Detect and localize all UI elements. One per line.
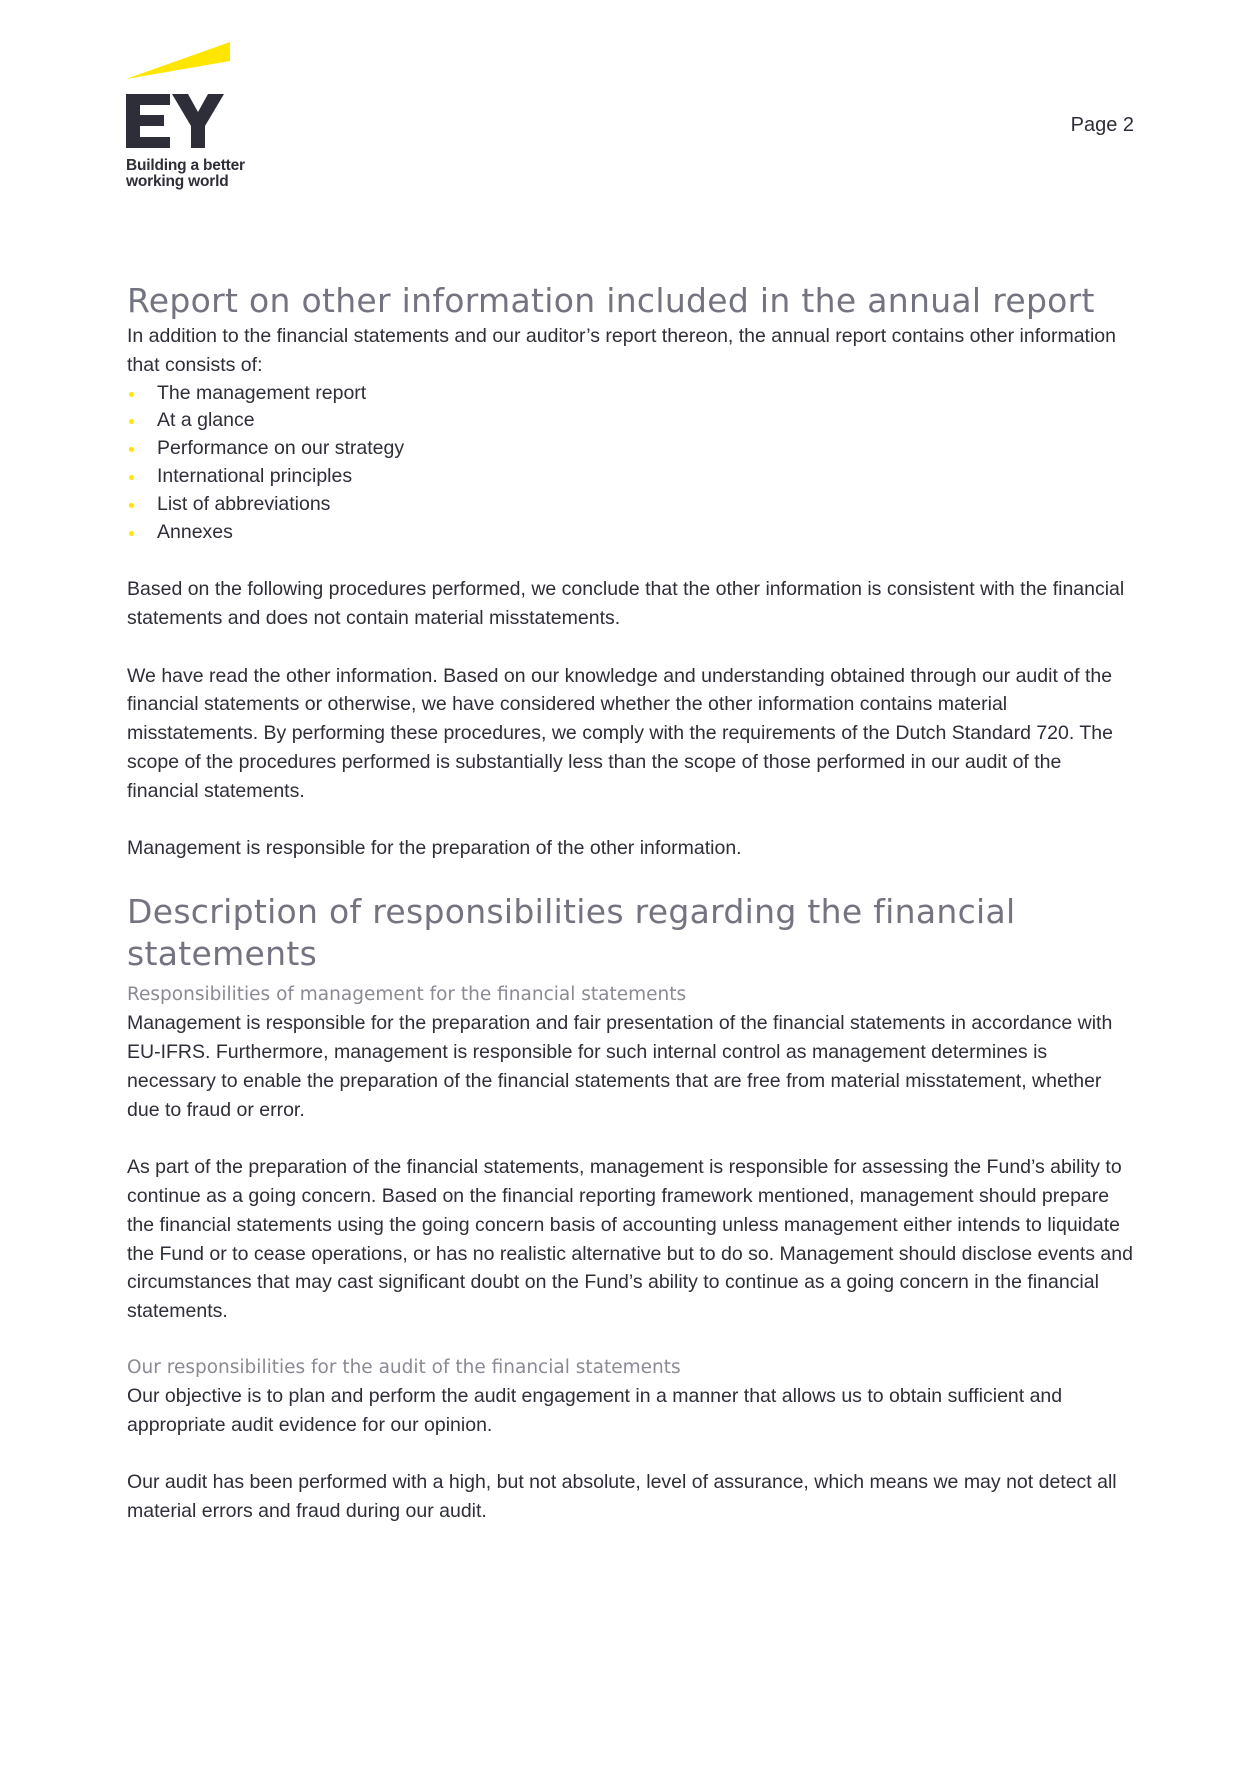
other-information-intro: In addition to the financial statements and our auditor’s report thereon, the annual report contains other information that consists of:	[127, 325, 1116, 376]
list-item: At a glance	[127, 407, 1137, 435]
procedures-paragraph: We have read the other information. Based on our knowledge and understanding obtained through our audit of the financial statements or otherwise, we have considered whether the other information contains material misstatements. By performing these procedures, we comply with the requirements of the Dutch Standard 720. The scope of the procedures performed is substantially less than the scope of those performed in our audit of the financial statements.	[127, 664, 1113, 802]
conclusion-paragraph: Based on the following procedures performed, we conclude that the other information is consistent with the financial statements and does not contain material misstatements.	[127, 578, 1125, 629]
management-paragraph-1: Management is responsible for the preparation and fair presentation of the financial statements in accordance with EU-IFRS. Furthermore, management is responsible for such internal control as management determines is necessary to enable the preparation of the financial statements that are free from material misstatement, whether due to fraud or error.	[127, 1012, 1113, 1121]
list-item: Performance on our strategy	[127, 435, 1137, 463]
list-item: The management report	[127, 380, 1137, 408]
auditor-paragraph-1: Our objective is to plan and perform the audit engagement in a manner that allows us to obtain sufficient and appropriate audit evidence for our opinion.	[127, 1384, 1063, 1436]
management-responsibility-paragraph: Management is responsible for the preparation of the other information.	[127, 837, 742, 860]
bullet-dot-icon	[129, 475, 134, 480]
auditor-paragraph-2: Our audit has been performed with a high, but not absolute, level of assurance, which means we may not detect all material errors and fraud during our audit.	[127, 1471, 1117, 1523]
tagline-line2: working world	[126, 173, 229, 190]
list-item: Annexes	[127, 519, 1137, 547]
list-item: International principles	[127, 463, 1137, 491]
management-paragraph-2: As part of the preparation of the financial statements, management is responsible for assessing the Fund’s ability to continue as a going concern. Based on the financial reporting framework mentioned, management should prepare the financial statements using the going concern basis of accounting unless management either intends to liquidate the Fund or to cease operations, or has no realistic alternative but to do so. Management should disclose events and circumstances that may cast significant doubt on the Fund’s ability to continue as a going concern in the financial statements.	[127, 1156, 1133, 1323]
bullet-dot-icon	[129, 419, 134, 424]
bullet-dot-icon	[129, 531, 134, 536]
subsection-title-management: Responsibilities of management for the financial statements	[127, 984, 687, 1006]
section-title-responsibilities: Description of responsibilities regarding the financial statements	[127, 892, 1016, 974]
list-item: List of abbreviations	[127, 491, 1137, 519]
ey-logo-mark	[126, 42, 266, 154]
bullet-dot-icon	[129, 503, 134, 508]
bullet-dot-icon	[129, 392, 134, 397]
section-title-other-information: Report on other information included in the annual report	[127, 281, 1095, 320]
logo-tagline	[126, 158, 245, 190]
other-information-list	[127, 380, 1137, 547]
bullet-dot-icon	[129, 447, 134, 452]
document-body	[127, 280, 1137, 1526]
ey-logo	[126, 42, 266, 192]
page-number: Page 2	[1070, 114, 1134, 136]
tagline-line1: Building a better	[126, 157, 245, 174]
subsection-title-auditor: Our responsibilities for the audit of the financial statements	[127, 1356, 681, 1378]
